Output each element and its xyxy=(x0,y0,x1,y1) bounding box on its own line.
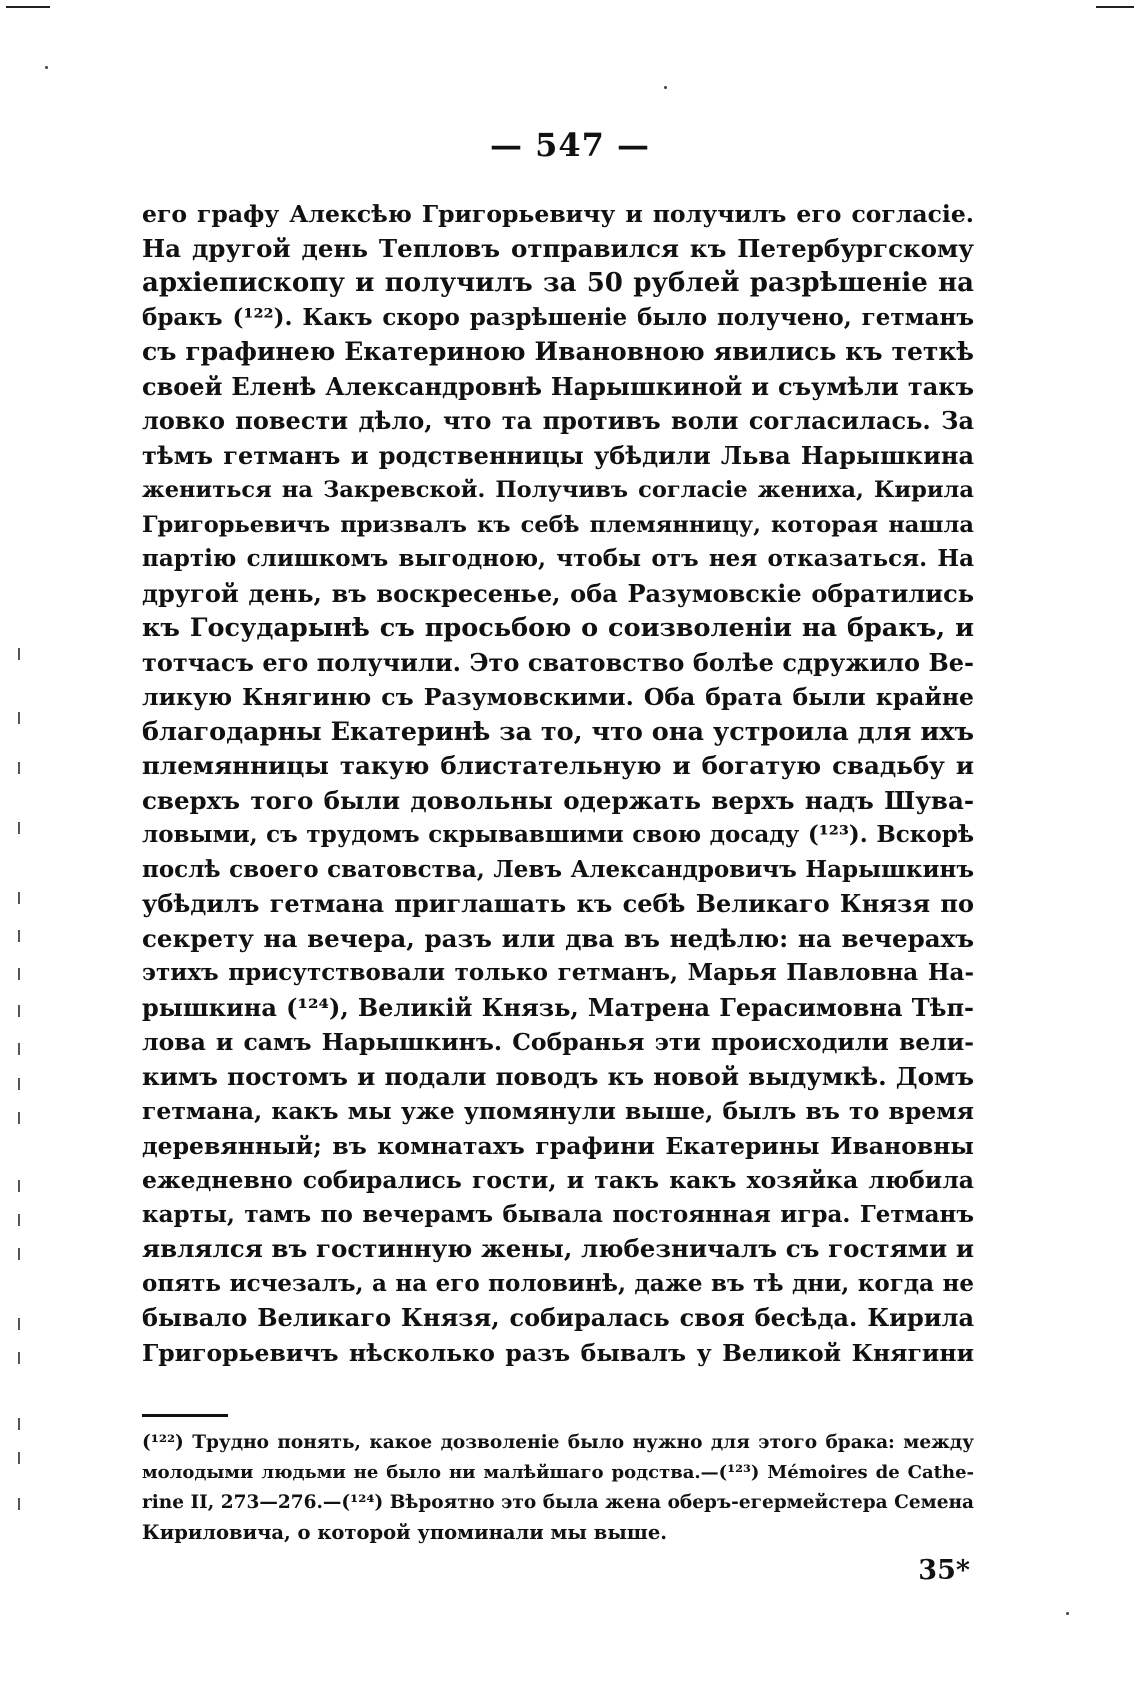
footnote-line: молодыми людьми не было ни малѣйшаго родства.—(¹²³) Mémoires de Cathe- xyxy=(142,1462,974,1483)
scan-artifact xyxy=(18,1452,20,1464)
scan-artifact xyxy=(18,822,20,834)
text-line: гетмана, какъ мы уже упомянули выше, былъ въ то время xyxy=(142,1097,974,1125)
scan-artifact xyxy=(18,1214,20,1226)
top-edge-rule xyxy=(6,6,50,8)
text-line: благодарны Екатеринѣ за то, что она устроила для ихъ xyxy=(142,716,975,747)
text-line: карты, тамъ по вечерамъ бывала постоянная игра. Гетманъ xyxy=(142,1200,974,1228)
footnote-rule xyxy=(142,1414,228,1417)
scan-speck xyxy=(664,86,667,89)
text-line: своей Еленѣ Александровнѣ Нарышкиной и съумѣли такъ xyxy=(142,371,974,401)
text-line: тотчасъ его получили. Это сватовство болѣе сдружило Ве- xyxy=(142,647,974,677)
text-line: ловыми, съ трудомъ скрывавшими свою досаду (¹²³). Вскорѣ xyxy=(142,821,974,848)
text-line: архіепископу и получилъ за 50 рублей разрѣшеніе на xyxy=(142,268,974,298)
text-line: деревянный; въ комнатахъ графини Екатерины Ивановны xyxy=(142,1131,974,1160)
text-line: опять исчезалъ, а на его половинѣ, даже въ тѣ дни, когда не xyxy=(142,1269,974,1297)
text-line: являлся въ гостинную жены, любезничалъ съ гостями и xyxy=(142,1234,974,1263)
text-line: Григорьевичъ призвалъ къ себѣ племянницу, которая нашла xyxy=(142,511,974,538)
text-line: На другой день Тепловъ отправился къ Петербургскому xyxy=(142,233,974,263)
text-line: сверхъ того были довольны одержать верхъ надъ Шува- xyxy=(142,785,974,815)
text-line: къ Государынѣ съ просьбою о соизволеніи на бракъ, и xyxy=(142,613,974,643)
scan-artifact xyxy=(18,1112,20,1124)
scan-artifact xyxy=(18,1078,20,1090)
body-text xyxy=(142,197,974,1370)
text-line: ежедневно собирались гости, и такъ какъ хозяйка любила xyxy=(142,1166,974,1194)
text-line: бракъ (¹²²). Какъ скоро разрѣшеніе было получено, гетманъ xyxy=(142,303,974,331)
text-line: его графу Алексѣю Григорьевичу и получилъ его согласіе. xyxy=(142,200,974,228)
text-line: рышкина (¹²⁴), Великій Князь, Матрена Герасимовна Тѣп- xyxy=(142,992,974,1022)
footnote-line: (¹²²) Трудно понять, какое дозволеніе было нужно для этого брака: между xyxy=(142,1432,974,1453)
text-line: партію слишкомъ выгодною, чтобы отъ нея отказаться. На xyxy=(142,545,974,572)
text-line: убѣдилъ гетмана приглашать къ себѣ Великаго Князя по xyxy=(142,889,974,918)
text-line: секрету на вечера, разъ или два въ недѣлю: на вечерахъ xyxy=(142,923,974,953)
text-line: другой день, въ воскресенье, оба Разумовскіе обратились xyxy=(142,578,974,608)
signature-mark: 35* xyxy=(918,1555,970,1586)
top-edge-rule xyxy=(1096,6,1134,8)
scan-artifact xyxy=(18,762,20,774)
text-line: этихъ присутствовали только гетманъ, Марья Павловна На- xyxy=(142,959,974,986)
scan-artifact xyxy=(18,1248,20,1260)
text-line: лова и самъ Нарышкинъ. Собранья эти происходили вели- xyxy=(142,1028,974,1056)
scan-artifact xyxy=(18,968,20,980)
scan-artifact xyxy=(18,930,20,942)
text-line: Григорьевичъ нѣсколько разъ бывалъ у Великой Княгини xyxy=(142,1338,974,1367)
text-line: тѣмъ гетманъ и родственницы убѣдили Льва Нарышкина xyxy=(142,440,974,470)
page-number: — 547 — xyxy=(489,126,651,164)
scan-artifact xyxy=(18,648,20,660)
text-line: ликую Княгиню съ Разумовскими. Оба брата были крайне xyxy=(142,683,974,711)
scan-speck xyxy=(45,66,48,69)
scan-artifact xyxy=(18,1043,20,1055)
footnotes xyxy=(142,1428,974,1548)
footnote-line: Кириловича, о которой упоминали мы выше. xyxy=(142,1521,668,1544)
scan-artifact xyxy=(18,1418,20,1430)
scan-artifact xyxy=(18,1180,20,1192)
text-line: бывало Великаго Князя, собиралась своя бесѣда. Кирила xyxy=(142,1303,974,1332)
scan-speck xyxy=(1066,1612,1069,1615)
binding-edge-marks xyxy=(16,0,26,1704)
text-line: ловко повести дѣло, что та противъ воли согласилась. За xyxy=(142,406,974,435)
text-line: жениться на Закревской. Получивъ согласіе жениха, Кирила xyxy=(142,477,974,503)
scan-artifact xyxy=(18,1005,20,1017)
scan-artifact xyxy=(18,1352,20,1364)
scan-artifact xyxy=(18,892,20,904)
text-line: племянницы такую блистательную и богатую свадьбу и xyxy=(142,751,974,780)
scan-artifact xyxy=(18,1318,20,1330)
text-line: кимъ постомъ и подали поводъ къ новой выдумкѣ. Домъ xyxy=(142,1061,974,1091)
scan-artifact xyxy=(18,1498,20,1510)
scan-artifact xyxy=(18,712,20,724)
text-line: послѣ своего сватовства, Левъ Александровичъ Нарышкинъ xyxy=(142,855,974,883)
text-line: съ графинею Екатериною Ивановною явились къ теткѣ xyxy=(142,337,974,366)
footnote-line: rine II, 273—276.—(¹²⁴) Вѣроятно это была жена оберъ-егермейстера Семена xyxy=(142,1492,974,1513)
